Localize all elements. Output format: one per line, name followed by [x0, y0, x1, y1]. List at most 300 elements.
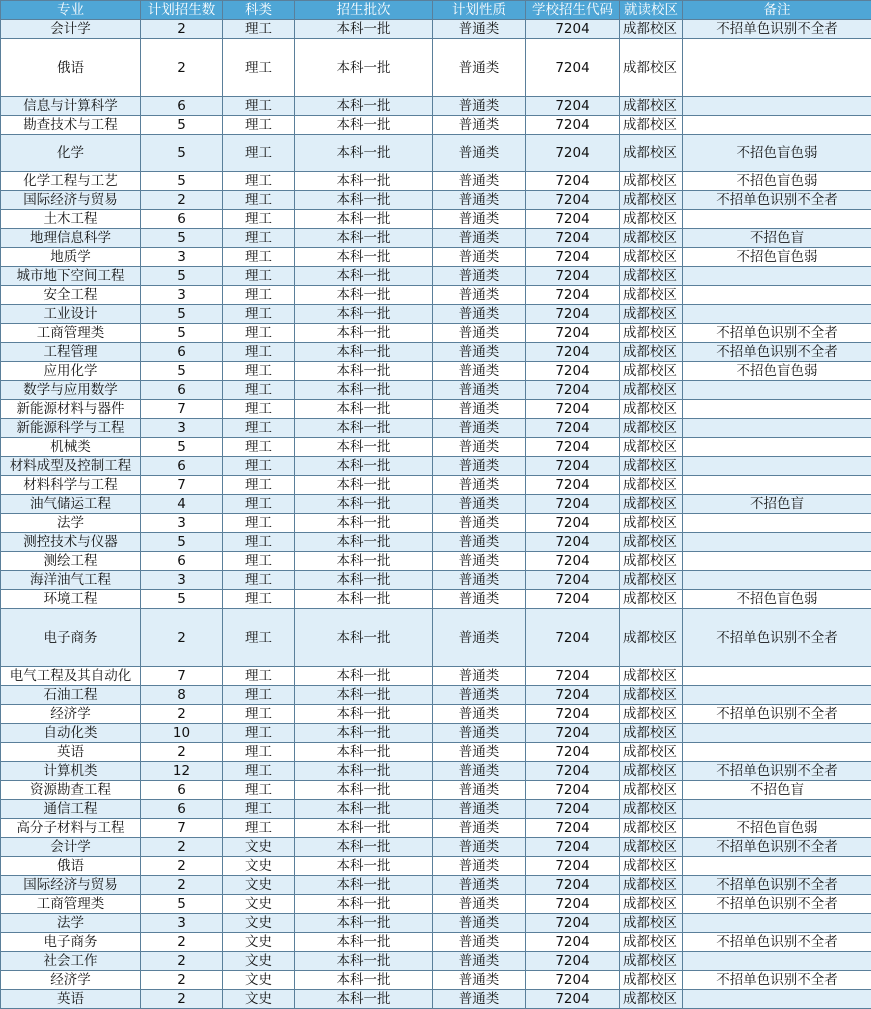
cell-remarks: 不招色盲色弱 [683, 590, 871, 609]
cell-batch: 本科一批 [295, 514, 433, 533]
cell-plan-type: 普通类 [433, 552, 526, 571]
cell-remarks: 不招单色识别不全者 [683, 762, 871, 781]
cell-school-code: 7204 [526, 857, 620, 876]
table-row [1, 552, 871, 571]
cell-plan-count: 6 [141, 210, 223, 229]
cell-remarks [683, 305, 871, 324]
cell-school-code: 7204 [526, 229, 620, 248]
cell-school-code: 7204 [526, 552, 620, 571]
cell-category: 理工 [223, 172, 295, 191]
cell-remarks: 不招单色识别不全者 [683, 838, 871, 857]
cell-remarks [683, 381, 871, 400]
cell-major: 材料成型及控制工程 [1, 457, 141, 476]
table-row [1, 324, 871, 343]
cell-remarks: 不招色盲色弱 [683, 362, 871, 381]
cell-category: 理工 [223, 229, 295, 248]
cell-remarks: 不招单色识别不全者 [683, 971, 871, 990]
cell-plan-type: 普通类 [433, 419, 526, 438]
cell-category: 理工 [223, 609, 295, 667]
cell-plan-type: 普通类 [433, 97, 526, 116]
cell-batch: 本科一批 [295, 438, 433, 457]
cell-campus: 成都校区 [620, 914, 683, 933]
cell-category: 理工 [223, 248, 295, 267]
cell-major: 法学 [1, 514, 141, 533]
cell-campus: 成都校区 [620, 590, 683, 609]
cell-school-code: 7204 [526, 172, 620, 191]
table-row [1, 990, 871, 1009]
cell-category: 理工 [223, 20, 295, 39]
cell-campus: 成都校区 [620, 533, 683, 552]
cell-plan-count: 8 [141, 686, 223, 705]
cell-plan-count: 7 [141, 819, 223, 838]
cell-plan-count: 10 [141, 724, 223, 743]
cell-category: 理工 [223, 762, 295, 781]
cell-batch: 本科一批 [295, 952, 433, 971]
cell-school-code: 7204 [526, 800, 620, 819]
cell-plan-type: 普通类 [433, 324, 526, 343]
cell-batch: 本科一批 [295, 781, 433, 800]
cell-category: 理工 [223, 305, 295, 324]
cell-plan-type: 普通类 [433, 362, 526, 381]
cell-campus: 成都校区 [620, 229, 683, 248]
table-row [1, 819, 871, 838]
cell-category: 理工 [223, 590, 295, 609]
cell-plan-count: 2 [141, 609, 223, 667]
table-row [1, 495, 871, 514]
cell-plan-type: 普通类 [433, 781, 526, 800]
cell-campus: 成都校区 [620, 895, 683, 914]
cell-major: 海洋油气工程 [1, 571, 141, 590]
cell-plan-type: 普通类 [433, 952, 526, 971]
cell-remarks [683, 552, 871, 571]
cell-batch: 本科一批 [295, 39, 433, 97]
cell-category: 理工 [223, 286, 295, 305]
cell-school-code: 7204 [526, 97, 620, 116]
cell-major: 工商管理类 [1, 895, 141, 914]
cell-batch: 本科一批 [295, 971, 433, 990]
cell-plan-type: 普通类 [433, 990, 526, 1009]
cell-school-code: 7204 [526, 210, 620, 229]
cell-remarks: 不招色盲色弱 [683, 248, 871, 267]
cell-plan-count: 12 [141, 762, 223, 781]
cell-plan-type: 普通类 [433, 248, 526, 267]
cell-plan-type: 普通类 [433, 514, 526, 533]
cell-campus: 成都校区 [620, 343, 683, 362]
cell-remarks [683, 952, 871, 971]
cell-remarks [683, 419, 871, 438]
table-row [1, 857, 871, 876]
cell-major: 会计学 [1, 20, 141, 39]
cell-campus: 成都校区 [620, 305, 683, 324]
cell-plan-count: 6 [141, 552, 223, 571]
cell-major: 安全工程 [1, 286, 141, 305]
cell-batch: 本科一批 [295, 933, 433, 952]
cell-category: 理工 [223, 438, 295, 457]
table-row [1, 895, 871, 914]
cell-batch: 本科一批 [295, 552, 433, 571]
cell-school-code: 7204 [526, 876, 620, 895]
cell-remarks: 不招色盲色弱 [683, 135, 871, 172]
cell-major: 应用化学 [1, 362, 141, 381]
cell-school-code: 7204 [526, 609, 620, 667]
table-row [1, 400, 871, 419]
cell-plan-count: 5 [141, 438, 223, 457]
table-row [1, 933, 871, 952]
table-row [1, 743, 871, 762]
cell-plan-type: 普通类 [433, 267, 526, 286]
cell-school-code: 7204 [526, 191, 620, 210]
cell-plan-type: 普通类 [433, 857, 526, 876]
cell-batch: 本科一批 [295, 419, 433, 438]
cell-plan-count: 5 [141, 229, 223, 248]
cell-school-code: 7204 [526, 514, 620, 533]
cell-major: 高分子材料与工程 [1, 819, 141, 838]
cell-plan-count: 2 [141, 838, 223, 857]
cell-category: 理工 [223, 362, 295, 381]
cell-school-code: 7204 [526, 116, 620, 135]
cell-campus: 成都校区 [620, 135, 683, 172]
cell-batch: 本科一批 [295, 400, 433, 419]
cell-plan-count: 5 [141, 267, 223, 286]
cell-school-code: 7204 [526, 895, 620, 914]
cell-campus: 成都校区 [620, 857, 683, 876]
header-row [1, 1, 871, 20]
cell-batch: 本科一批 [295, 800, 433, 819]
table-row [1, 20, 871, 39]
cell-batch: 本科一批 [295, 990, 433, 1009]
cell-plan-count: 2 [141, 743, 223, 762]
cell-school-code: 7204 [526, 667, 620, 686]
cell-category: 理工 [223, 781, 295, 800]
cell-remarks [683, 533, 871, 552]
cell-batch: 本科一批 [295, 324, 433, 343]
cell-category: 文史 [223, 876, 295, 895]
cell-campus: 成都校区 [620, 20, 683, 39]
cell-plan-type: 普通类 [433, 667, 526, 686]
cell-batch: 本科一批 [295, 116, 433, 135]
cell-category: 理工 [223, 381, 295, 400]
cell-major: 英语 [1, 990, 141, 1009]
cell-plan-type: 普通类 [433, 933, 526, 952]
cell-plan-type: 普通类 [433, 743, 526, 762]
cell-remarks [683, 438, 871, 457]
cell-major: 电子商务 [1, 609, 141, 667]
cell-major: 计算机类 [1, 762, 141, 781]
cell-remarks [683, 514, 871, 533]
table-row [1, 914, 871, 933]
cell-major: 国际经济与贸易 [1, 876, 141, 895]
cell-batch: 本科一批 [295, 362, 433, 381]
cell-campus: 成都校区 [620, 609, 683, 667]
cell-major: 数学与应用数学 [1, 381, 141, 400]
cell-campus: 成都校区 [620, 39, 683, 97]
cell-category: 文史 [223, 838, 295, 857]
cell-major: 经济学 [1, 971, 141, 990]
cell-category: 理工 [223, 495, 295, 514]
cell-plan-type: 普通类 [433, 438, 526, 457]
cell-remarks [683, 571, 871, 590]
cell-batch: 本科一批 [295, 267, 433, 286]
table-row [1, 838, 871, 857]
cell-plan-type: 普通类 [433, 533, 526, 552]
cell-school-code: 7204 [526, 324, 620, 343]
cell-school-code: 7204 [526, 495, 620, 514]
cell-school-code: 7204 [526, 400, 620, 419]
cell-school-code: 7204 [526, 267, 620, 286]
cell-plan-type: 普通类 [433, 495, 526, 514]
table-row [1, 191, 871, 210]
cell-plan-type: 普通类 [433, 305, 526, 324]
cell-remarks: 不招单色识别不全者 [683, 705, 871, 724]
cell-remarks [683, 267, 871, 286]
table-row [1, 667, 871, 686]
cell-campus: 成都校区 [620, 210, 683, 229]
table-row [1, 286, 871, 305]
cell-plan-count: 3 [141, 248, 223, 267]
cell-campus: 成都校区 [620, 838, 683, 857]
table-row [1, 514, 871, 533]
table-row [1, 210, 871, 229]
cell-plan-count: 3 [141, 914, 223, 933]
cell-remarks [683, 457, 871, 476]
cell-major: 国际经济与贸易 [1, 191, 141, 210]
cell-batch: 本科一批 [295, 609, 433, 667]
table-row [1, 362, 871, 381]
cell-plan-type: 普通类 [433, 609, 526, 667]
cell-plan-type: 普通类 [433, 476, 526, 495]
cell-category: 文史 [223, 895, 295, 914]
cell-major: 新能源科学与工程 [1, 419, 141, 438]
cell-plan-type: 普通类 [433, 400, 526, 419]
cell-category: 文史 [223, 933, 295, 952]
cell-remarks [683, 990, 871, 1009]
cell-campus: 成都校区 [620, 116, 683, 135]
cell-campus: 成都校区 [620, 762, 683, 781]
table-row [1, 135, 871, 172]
cell-batch: 本科一批 [295, 590, 433, 609]
cell-plan-count: 3 [141, 286, 223, 305]
cell-batch: 本科一批 [295, 457, 433, 476]
header-school-code: 学校招生代码 [526, 1, 620, 20]
cell-campus: 成都校区 [620, 248, 683, 267]
cell-plan-type: 普通类 [433, 571, 526, 590]
cell-school-code: 7204 [526, 971, 620, 990]
cell-major: 油气储运工程 [1, 495, 141, 514]
cell-major: 通信工程 [1, 800, 141, 819]
cell-major: 机械类 [1, 438, 141, 457]
cell-plan-count: 6 [141, 800, 223, 819]
cell-school-code: 7204 [526, 286, 620, 305]
table-row [1, 97, 871, 116]
cell-plan-type: 普通类 [433, 971, 526, 990]
cell-campus: 成都校区 [620, 686, 683, 705]
cell-major: 法学 [1, 914, 141, 933]
cell-plan-count: 5 [141, 362, 223, 381]
table-row [1, 609, 871, 667]
cell-remarks [683, 286, 871, 305]
cell-school-code: 7204 [526, 762, 620, 781]
cell-school-code: 7204 [526, 571, 620, 590]
cell-batch: 本科一批 [295, 248, 433, 267]
cell-plan-type: 普通类 [433, 116, 526, 135]
cell-major: 经济学 [1, 705, 141, 724]
table-row [1, 590, 871, 609]
cell-major: 电气工程及其自动化 [1, 667, 141, 686]
cell-plan-count: 5 [141, 135, 223, 172]
cell-plan-type: 普通类 [433, 914, 526, 933]
cell-batch: 本科一批 [295, 686, 433, 705]
cell-batch: 本科一批 [295, 914, 433, 933]
cell-campus: 成都校区 [620, 990, 683, 1009]
cell-remarks: 不招单色识别不全者 [683, 343, 871, 362]
cell-plan-type: 普通类 [433, 724, 526, 743]
cell-category: 理工 [223, 419, 295, 438]
cell-batch: 本科一批 [295, 743, 433, 762]
cell-remarks: 不招色盲色弱 [683, 819, 871, 838]
cell-remarks: 不招单色识别不全者 [683, 324, 871, 343]
cell-plan-count: 2 [141, 933, 223, 952]
cell-major: 社会工作 [1, 952, 141, 971]
cell-plan-type: 普通类 [433, 838, 526, 857]
cell-category: 文史 [223, 857, 295, 876]
cell-school-code: 7204 [526, 724, 620, 743]
cell-major: 化学工程与工艺 [1, 172, 141, 191]
cell-plan-count: 7 [141, 400, 223, 419]
cell-category: 理工 [223, 667, 295, 686]
cell-campus: 成都校区 [620, 667, 683, 686]
cell-school-code: 7204 [526, 248, 620, 267]
cell-school-code: 7204 [526, 438, 620, 457]
cell-category: 理工 [223, 210, 295, 229]
cell-batch: 本科一批 [295, 495, 433, 514]
cell-remarks: 不招色盲 [683, 781, 871, 800]
cell-category: 理工 [223, 39, 295, 97]
table-row [1, 305, 871, 324]
cell-school-code: 7204 [526, 705, 620, 724]
cell-remarks [683, 667, 871, 686]
cell-plan-count: 2 [141, 39, 223, 97]
cell-school-code: 7204 [526, 343, 620, 362]
cell-campus: 成都校区 [620, 571, 683, 590]
cell-school-code: 7204 [526, 381, 620, 400]
cell-category: 理工 [223, 819, 295, 838]
cell-school-code: 7204 [526, 914, 620, 933]
cell-plan-count: 5 [141, 116, 223, 135]
cell-category: 理工 [223, 724, 295, 743]
cell-remarks [683, 914, 871, 933]
cell-major: 俄语 [1, 39, 141, 97]
cell-category: 理工 [223, 571, 295, 590]
cell-plan-type: 普通类 [433, 172, 526, 191]
cell-plan-count: 3 [141, 514, 223, 533]
cell-plan-type: 普通类 [433, 686, 526, 705]
cell-major: 工程管理 [1, 343, 141, 362]
table-row [1, 571, 871, 590]
table-row [1, 724, 871, 743]
cell-remarks: 不招单色识别不全者 [683, 609, 871, 667]
table-row [1, 952, 871, 971]
cell-campus: 成都校区 [620, 552, 683, 571]
cell-major: 城市地下空间工程 [1, 267, 141, 286]
cell-batch: 本科一批 [295, 229, 433, 248]
cell-plan-type: 普通类 [433, 457, 526, 476]
cell-campus: 成都校区 [620, 286, 683, 305]
cell-remarks: 不招色盲色弱 [683, 172, 871, 191]
header-campus: 就读校区 [620, 1, 683, 20]
cell-school-code: 7204 [526, 590, 620, 609]
cell-plan-type: 普通类 [433, 705, 526, 724]
cell-school-code: 7204 [526, 990, 620, 1009]
cell-major: 地理信息科学 [1, 229, 141, 248]
cell-campus: 成都校区 [620, 514, 683, 533]
cell-campus: 成都校区 [620, 457, 683, 476]
cell-major: 信息与计算科学 [1, 97, 141, 116]
cell-campus: 成都校区 [620, 324, 683, 343]
cell-campus: 成都校区 [620, 381, 683, 400]
cell-campus: 成都校区 [620, 724, 683, 743]
cell-school-code: 7204 [526, 20, 620, 39]
table-row [1, 172, 871, 191]
table-row [1, 438, 871, 457]
cell-campus: 成都校区 [620, 495, 683, 514]
cell-plan-count: 2 [141, 857, 223, 876]
cell-batch: 本科一批 [295, 876, 433, 895]
cell-school-code: 7204 [526, 743, 620, 762]
cell-batch: 本科一批 [295, 210, 433, 229]
cell-remarks [683, 116, 871, 135]
table-row [1, 381, 871, 400]
cell-campus: 成都校区 [620, 267, 683, 286]
cell-batch: 本科一批 [295, 135, 433, 172]
cell-plan-count: 3 [141, 571, 223, 590]
cell-remarks: 不招单色识别不全者 [683, 191, 871, 210]
cell-school-code: 7204 [526, 533, 620, 552]
cell-major: 英语 [1, 743, 141, 762]
cell-remarks [683, 686, 871, 705]
cell-school-code: 7204 [526, 933, 620, 952]
cell-major: 化学 [1, 135, 141, 172]
header-major: 专业 [1, 1, 141, 20]
cell-remarks: 不招色盲 [683, 495, 871, 514]
cell-remarks [683, 743, 871, 762]
cell-plan-count: 7 [141, 667, 223, 686]
cell-category: 理工 [223, 552, 295, 571]
table-row [1, 116, 871, 135]
cell-campus: 成都校区 [620, 876, 683, 895]
cell-remarks [683, 400, 871, 419]
cell-plan-type: 普通类 [433, 895, 526, 914]
cell-campus: 成都校区 [620, 800, 683, 819]
cell-campus: 成都校区 [620, 419, 683, 438]
header-category: 科类 [223, 1, 295, 20]
table-row [1, 343, 871, 362]
cell-category: 文史 [223, 990, 295, 1009]
cell-school-code: 7204 [526, 952, 620, 971]
cell-major: 工业设计 [1, 305, 141, 324]
cell-school-code: 7204 [526, 362, 620, 381]
cell-major: 资源勘查工程 [1, 781, 141, 800]
cell-plan-count: 3 [141, 419, 223, 438]
cell-plan-type: 普通类 [433, 381, 526, 400]
cell-remarks: 不招色盲 [683, 229, 871, 248]
cell-plan-type: 普通类 [433, 286, 526, 305]
cell-batch: 本科一批 [295, 724, 433, 743]
cell-plan-type: 普通类 [433, 20, 526, 39]
table-row [1, 686, 871, 705]
cell-campus: 成都校区 [620, 400, 683, 419]
table-row [1, 971, 871, 990]
cell-plan-count: 6 [141, 457, 223, 476]
